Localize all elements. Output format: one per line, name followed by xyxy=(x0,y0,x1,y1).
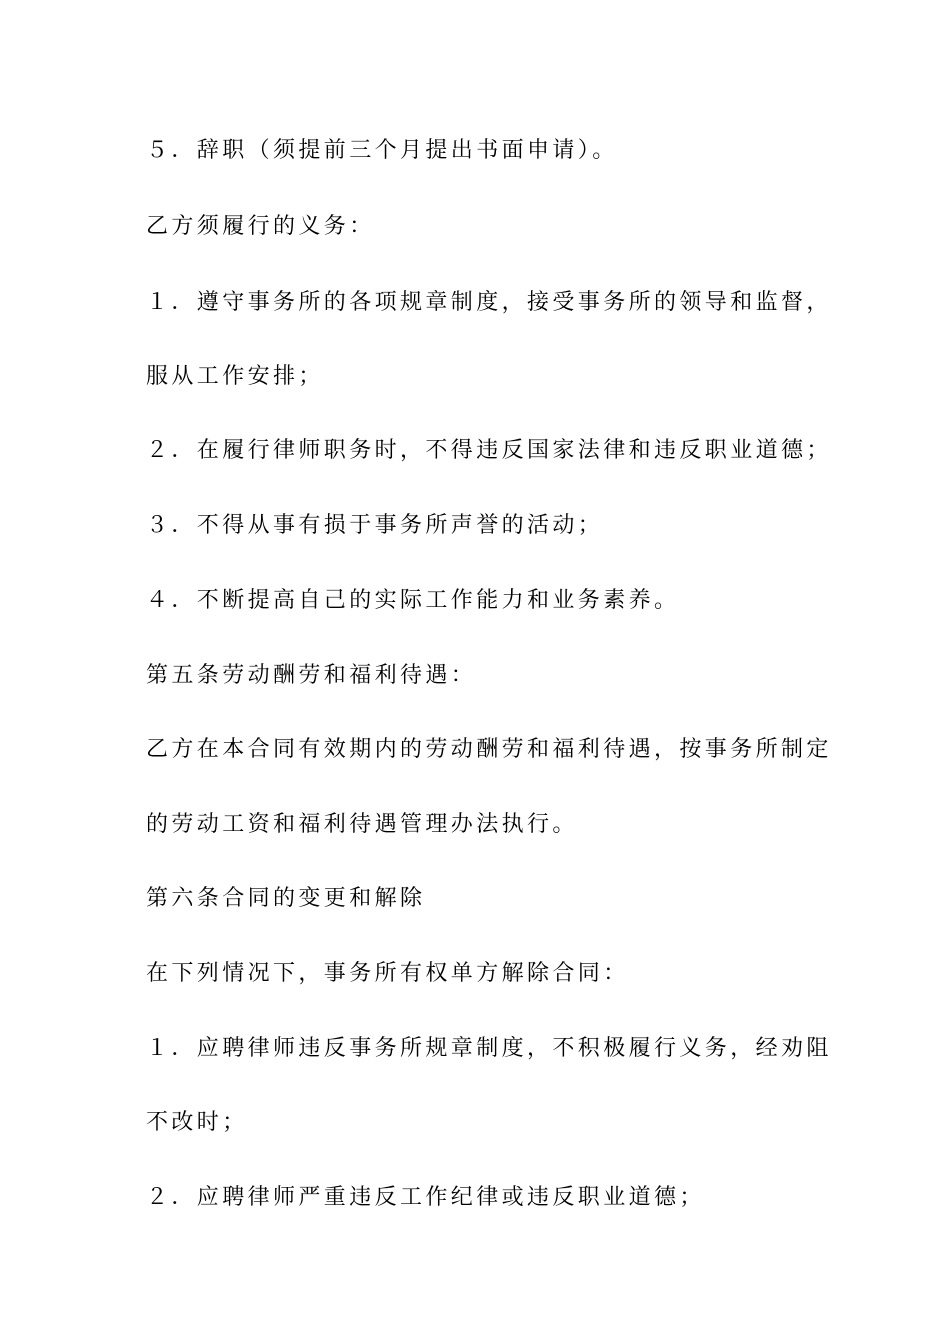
section-heading: 第五条劳动酬劳和福利待遇： xyxy=(146,663,477,688)
paragraph-line: ４．不断提高自己的实际工作能力和业务素养。 xyxy=(146,588,680,613)
paragraph-line: 在下列情况下，事务所有权单方解除合同： xyxy=(146,961,629,986)
paragraph-line: 不改时； xyxy=(146,1110,248,1135)
paragraph-line: １．应聘律师违反事务所规章制度，不积极履行义务，经劝阻 xyxy=(146,1036,832,1061)
paragraph-line: ３．不得从事有损于事务所声誉的活动； xyxy=(146,513,604,538)
section-heading: 第六条合同的变更和解除 xyxy=(146,886,426,911)
paragraph-line: ２．在履行律师职务时，不得违反国家法律和违反职业道德； xyxy=(146,438,832,463)
paragraph-line: ２．应聘律师严重违反工作纪律或违反职业道德； xyxy=(146,1185,705,1210)
paragraph-line: １．遵守事务所的各项规章制度，接受事务所的领导和监督， xyxy=(146,290,832,315)
paragraph-line: 乙方须履行的义务： xyxy=(146,214,375,239)
paragraph-line: 服从工作安排； xyxy=(146,364,324,389)
paragraph-line: ５．辞职（须提前三个月提出书面申请）。 xyxy=(146,138,618,163)
paragraph-line: 乙方在本合同有效期内的劳动酬劳和福利待遇，按事务所制定 xyxy=(146,737,832,762)
paragraph-line: 的劳动工资和福利待遇管理办法执行。 xyxy=(146,812,578,837)
